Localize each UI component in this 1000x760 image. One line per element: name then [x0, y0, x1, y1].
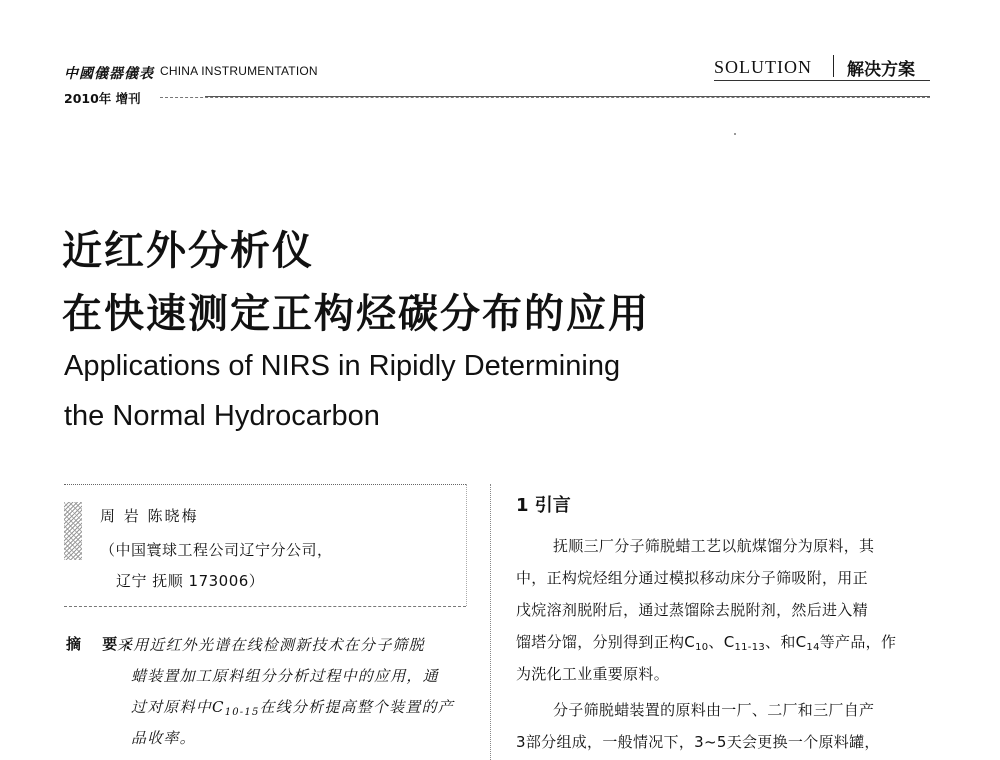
- abstract-line: 采用近红外光谱在线检测新技术在分子筛脱: [117, 636, 425, 654]
- authors: 周 岩 陈晓梅: [100, 507, 199, 525]
- section-separator: [833, 55, 834, 77]
- author-box-right-rule: [466, 484, 467, 606]
- abstract-text: 在线分析提高整个装置的产: [259, 698, 454, 716]
- body-line: 戊烷溶剂脱附后，通过蒸馏除去脱附剂，然后进入精: [516, 601, 868, 619]
- issue-label: 2010年 增刊: [64, 91, 141, 106]
- abstract-label: 摘 要:: [66, 635, 139, 653]
- body-line: 中，正构烷烃组分通过模拟移动床分子筛吸附，用正: [516, 569, 868, 587]
- body-text: 馏塔分馏，分别得到正构C: [516, 633, 696, 651]
- column-divider: [490, 484, 491, 760]
- abstract-line: 蜡装置加工原料组分分析过程中的应用，通: [131, 667, 439, 685]
- body-line: 为洗化工业重要原料。: [516, 665, 670, 683]
- body-text: 等产品，作: [819, 633, 897, 651]
- scan-speck: [734, 133, 736, 135]
- affiliation-line1: （中国寰球工程公司辽宁分公司，: [100, 541, 333, 559]
- title-en-line1: Applications of NIRS in Ripidly Determining: [64, 350, 621, 382]
- subscript: 14: [806, 642, 820, 653]
- decorative-pattern: [64, 502, 82, 560]
- subscript: 11-13: [734, 642, 766, 653]
- section-rule: [714, 80, 930, 81]
- body-line: 抚顺三厂分子筛脱蜡工艺以航煤馏分为原料，其: [553, 537, 875, 555]
- section-heading: 1 引言: [516, 495, 571, 516]
- body-line: 3部分组成，一般情况下，3~5天会更换一个原料罐，: [516, 733, 880, 751]
- affiliation-line2: 辽宁 抚顺 173006）: [116, 572, 265, 590]
- subscript: 10-15: [224, 707, 260, 718]
- body-line: 分子筛脱蜡装置的原料由一厂、二厂和三厂自产: [553, 701, 875, 719]
- author-box-bottom-rule: [64, 606, 466, 607]
- abstract-line: [131, 696, 454, 718]
- title-cn-line2: 在快速测定正构烃碳分布的应用: [62, 291, 650, 337]
- body-line: [516, 631, 896, 653]
- header-rule-dashed: [160, 97, 930, 98]
- header-rule: [205, 96, 930, 97]
- section-label-cn: 解决方案: [847, 60, 915, 80]
- abstract-line: 品收率。: [131, 729, 196, 747]
- journal-name-en: CHINA INSTRUMENTATION: [160, 64, 318, 78]
- section-label-en: SOLUTION: [714, 57, 812, 77]
- title-en-line2: the Normal Hydrocarbon: [64, 400, 380, 432]
- body-text: 、C: [708, 633, 735, 651]
- author-box-top-rule: [64, 484, 466, 485]
- body-text: 、和C: [765, 633, 807, 651]
- journal-name-cn: 中國儀器儀表: [64, 66, 154, 82]
- title-cn-line1: 近红外分析仪: [62, 228, 314, 274]
- abstract-text: 过对原料中C: [131, 698, 225, 716]
- subscript: 10: [695, 642, 709, 653]
